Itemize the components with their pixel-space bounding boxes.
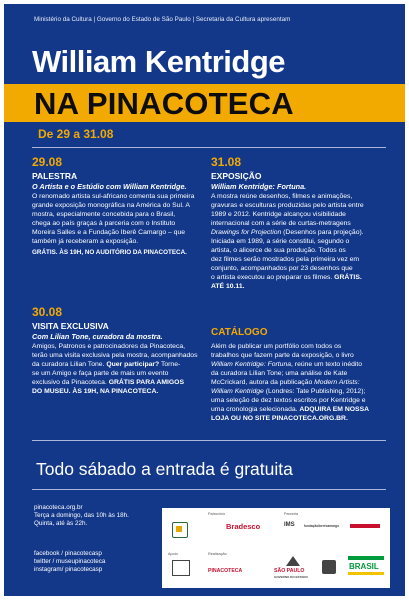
event-text-line: Torne- [160,361,181,368]
opening-hours: Terça a domingo, das 10h às 18h. [34,512,129,519]
event-text-line: Iniciada em 1989, a série constitui, segundo o [211,238,350,245]
free-entry-banner: Todo sábado a entrada é gratuita [36,459,293,479]
event-type: EXPOSIÇÃO [211,171,262,181]
event-text-line: dez filmes serão mostrados pela primeira vez em [211,256,360,263]
catalog-text-line: (Londres: Tate Publishing, 2012); [265,388,366,395]
sponsor-label: Parceria [284,512,299,516]
catalog-cta: LOJA OU NO SITE PINACOTECA.ORG.BR. [211,415,348,422]
instagram-link[interactable]: instagram/ pinacotecasp [34,566,103,573]
event-subtitle: William Kentridge: Fortuna. [211,182,307,191]
event-info: GRÁTIS. ÀS 19H, NO AUDITÓRIO DA PINACOTECA. [32,249,187,256]
ibere-logo: fundaçãoiberêcamargo [304,524,340,528]
series-title: Drawings for Projection [211,229,282,236]
event-palestra [32,156,200,257]
event-date: 29.08 [32,155,63,169]
event-type: VISITA EXCLUSIVA [32,321,109,331]
book-title: Modern Artists: [314,379,360,386]
event-text-line: da curadora Lilian Tone. [32,361,105,368]
catalog-text-line: Além de publicar um portfólio com todos os [211,343,342,350]
brasil-logo: BRASIL [349,562,379,571]
event-text-line: O renomado artista sul-africano comenta sua primeira [32,193,195,200]
event-type: PALESTRA [32,171,78,181]
event-text-line: artista, o alicerce de sua produção. Todos os [211,247,346,254]
date-range: De 29 a 31.08 [38,127,114,141]
event-text-line: 1989 e 2012. Kentridge alcançou visibilidade [211,211,346,218]
book-title: William Kentridge [211,388,264,395]
event-text-line: Moreira Salles e a Fundação Iberê Camargo – que [32,229,186,236]
governo-label: GOVERNO DO ESTADO [274,575,308,579]
event-subtitle: Com Lilian Tone, curadora da mostra. [32,332,163,341]
twitter-link[interactable]: twitter / museupinacoteca [34,558,106,565]
event-text-line: internacional com a série de curtas-metragens [211,220,351,227]
catalog-heading: CATÁLOGO [211,327,268,338]
exhibition-subtitle: NA PINACOTECA [34,86,294,121]
divider-bottom [32,489,386,490]
event-visita [32,306,200,396]
website-link[interactable]: pinacoteca.org.br [34,504,83,511]
event-date: 31.08 [211,155,242,169]
event-text-line: se um Amigo e faça parte de mais um evento [32,370,169,377]
divider-top [32,147,386,148]
facebook-link[interactable]: facebook / pinacotecasp [34,550,102,557]
poster [4,4,405,596]
event-text-line: chega ao país graças à parceria com o Instituto [32,220,176,227]
catalog-text-line: , reúne um texto inédito [291,361,363,368]
event-info: DO MUSEU. ÀS 19H, NA PINACOTECA. [32,388,159,395]
event-text-line: terão uma visita exclusiva pela mostra, acompanhados [32,352,198,359]
book-title: William Kentridge: Fortuna [211,361,292,368]
opening-hours-thursday: Quinta, até às 22h. [34,520,88,527]
event-text-line: A mostra reúne desenhos, filmes e animações, [211,193,353,200]
sponsor-label: Apoio [168,552,178,556]
catalog-text-line: da curadora Lilian Tone; uma análise de Kate [211,370,348,377]
event-text-line: também já receberam a exposição. [32,238,139,245]
event-text-line: grande exposição monográfica na América do Sul. A [32,202,190,209]
catalog-section [211,326,387,423]
catalog-cta: ADQUIRA EM NOSSA [299,406,370,413]
social-links [34,550,105,574]
event-text-line: mostra, especialmente concebida para o Brasil, [32,211,176,218]
contact-info [34,504,129,528]
bradesco-logo: Bradesco [226,522,261,531]
sao-paulo-logo: SÃO PAULO [274,568,305,574]
support-logo-icon [172,560,190,576]
event-text-line: gravuras e esculturas produzidas pelo artista entre [211,202,364,209]
event-info: ATÉ 10.11. [211,283,245,290]
event-text-line: conjunto, acompanhados por 23 desenhos que [211,265,353,272]
catalog-text-line: uma seleção de dez textos escritos por Kentridge e [211,397,366,404]
brasil-flag-band-icon [348,556,384,560]
museum-seal-inner-icon [176,526,182,532]
event-info: GRÁTIS PARA AMIGOS [108,379,184,386]
partner-logo-icon [350,524,380,528]
ims-logo: IMS [284,522,295,528]
pinacoteca-logo: PINACOTECA [208,568,243,574]
catalog-text-line: uma cronologia selecionada. [211,406,298,413]
divider-middle [32,440,386,441]
catalog-text-line: trabalhos que fazem parte da exposição, o livro [211,352,354,359]
sponsors-panel [162,508,390,588]
sao-paulo-crest-icon [286,556,300,566]
exhibition-title: William Kentridge [32,44,286,79]
presenters-line: Ministério da Cultura | Governo do Estado de São Paulo | Secretaria da Cultura apresentam [34,16,291,23]
event-exposicao [211,156,387,291]
brasil-flag-stripe-icon [348,572,384,575]
event-info: GRÁTIS. [334,274,362,281]
participate-question: Quer participar? [106,361,160,368]
event-text-line: exclusivo da Pinacoteca. [32,379,107,386]
catalog-text-line: McCrickard, autora da publicação [211,379,313,386]
sponsor-label: Patrocínio [208,512,226,516]
event-date: 30.08 [32,305,63,319]
event-text-line: (Desenhos para projeção). [283,229,364,236]
event-text-line: o artista executou ao preparar os filmes. [211,274,333,281]
sponsor-label: Realização [208,552,227,556]
ministry-logo-icon [322,560,336,574]
event-text-line: Amigos, Patronos e patrocinadores da Pinacoteca, [32,343,186,350]
event-subtitle: O Artista e o Estúdio com William Kentridge. [32,182,187,191]
